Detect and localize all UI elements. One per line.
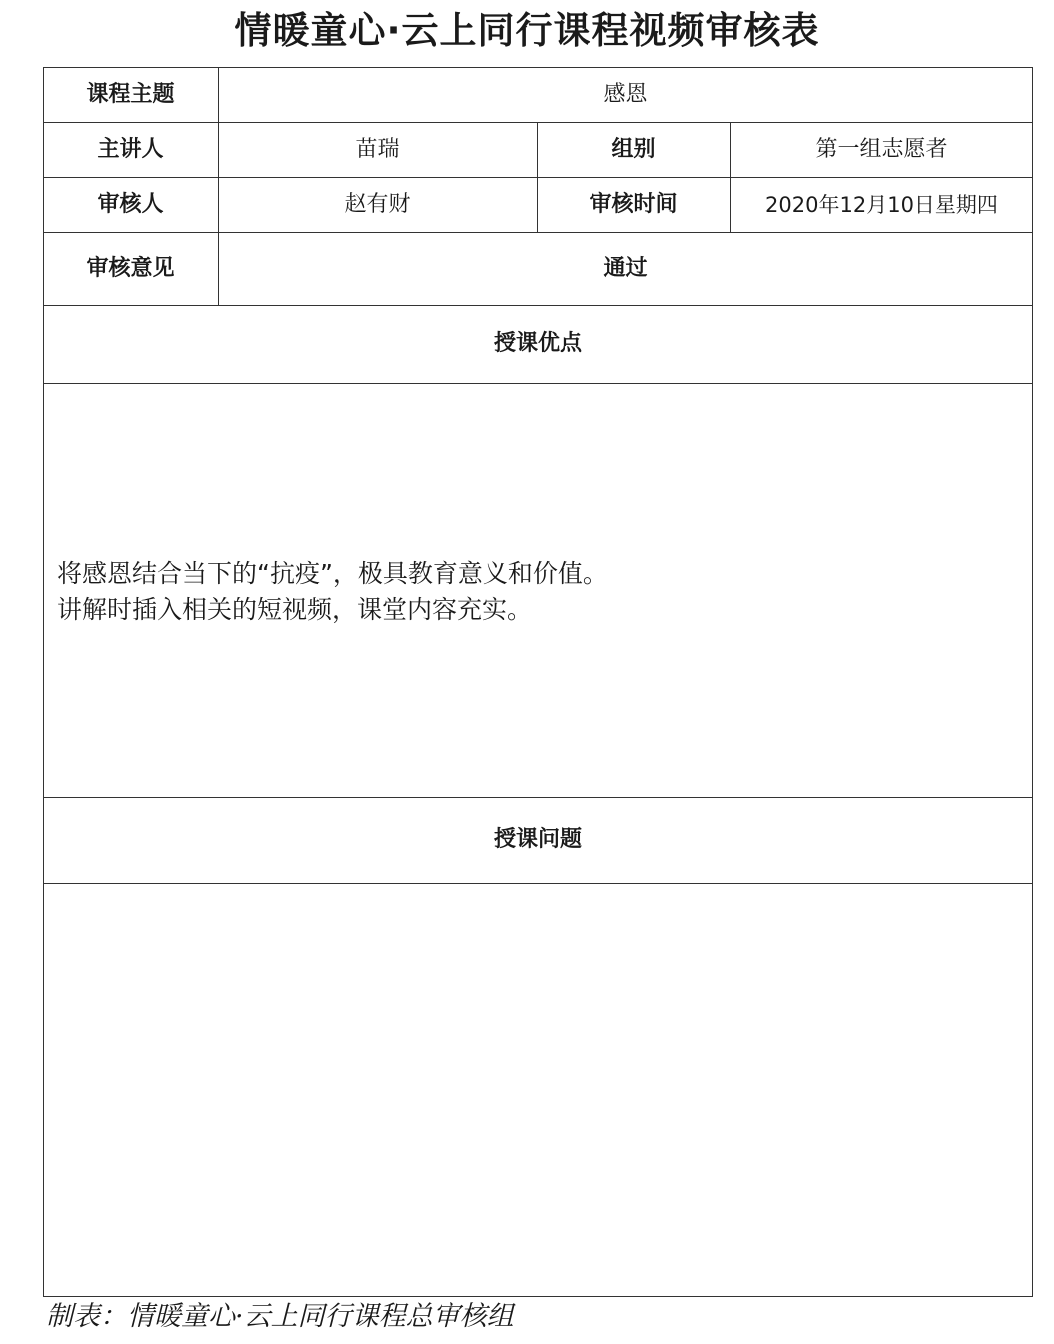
- topic-label: 课程主题: [86, 81, 175, 107]
- review-time-value: 2020年12月10日星期四: [765, 192, 998, 217]
- opinion-value: 通过: [603, 255, 648, 281]
- strengths-content: [57, 556, 1017, 628]
- group-label: 组别: [611, 136, 656, 162]
- speaker-value: 苗瑞: [355, 136, 400, 162]
- opinion-label: 审核意见: [86, 255, 175, 281]
- page-title: 情暖童心·云上同行课程视频审核表: [234, 9, 820, 52]
- speaker-label: 主讲人: [97, 136, 164, 162]
- table-maker-note: 制表：情暖童心·云上同行课程总审核组: [46, 1301, 514, 1332]
- problems-heading: 授课问题: [493, 827, 582, 852]
- row-divider: [43, 383, 1033, 384]
- strengths-line: 讲解时插入相关的短视频，课堂内容充实。: [57, 595, 533, 624]
- review-time-label: 审核时间: [589, 191, 678, 217]
- strengths-heading: 授课优点: [493, 331, 582, 356]
- strengths-line: 将感恩结合当下的“抗疫”，极具教育意义和价值。: [57, 559, 608, 588]
- reviewer-label: 审核人: [97, 191, 164, 217]
- group-value: 第一组志愿者: [815, 136, 948, 162]
- topic-value: 感恩: [603, 81, 648, 107]
- reviewer-value: 赵有财: [344, 191, 411, 217]
- problems-content: [43, 883, 1033, 1297]
